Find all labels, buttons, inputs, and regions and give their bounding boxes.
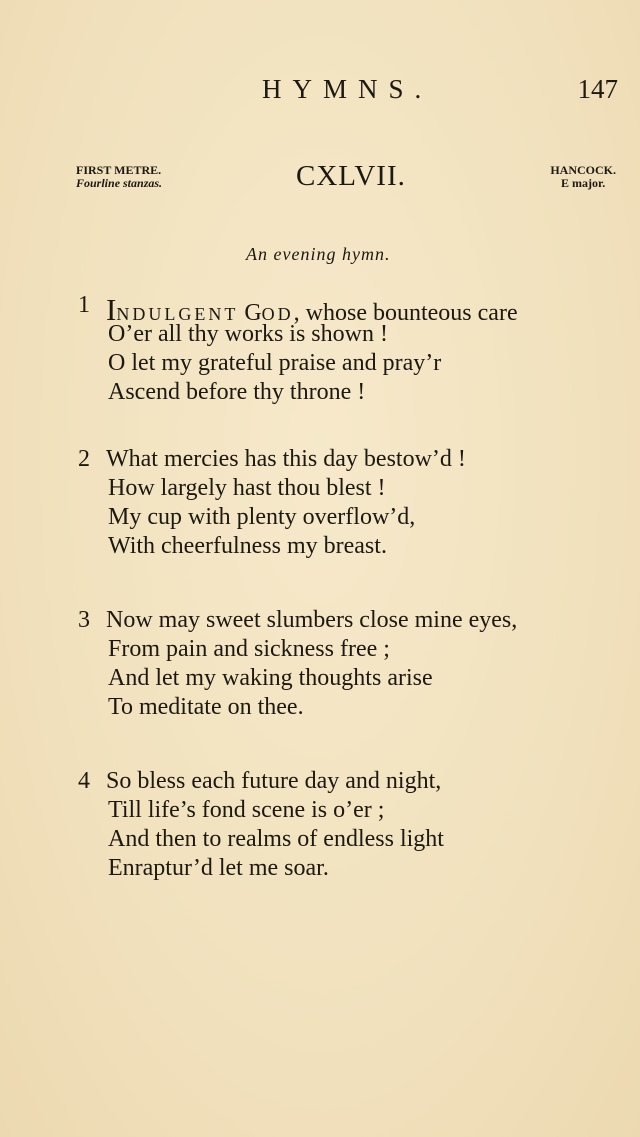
stanza-line: Enraptur’d let me soar. (108, 855, 329, 881)
meter-label (76, 164, 162, 190)
hymn-number: CXLVII. (296, 160, 406, 192)
tune-line-2: E major. (561, 176, 606, 190)
stanza-line: How largely hast thou blest ! (108, 475, 386, 501)
stanza-line: And let my waking thoughts arise (108, 665, 433, 691)
meter-line-1: FIRST METRE. (76, 163, 162, 177)
hymn-subtitle: An evening hymn. (246, 244, 391, 264)
hymn-header (0, 160, 640, 200)
running-title: HYMNS. (262, 74, 433, 104)
tune-line-1: HANCOCK. (550, 163, 616, 177)
stanza-line: What mercies has this day bestow’d ! (106, 446, 466, 472)
small-caps-word: NDULGENT (116, 304, 239, 324)
running-head (0, 74, 640, 114)
stanza-number: 4 (78, 768, 90, 794)
stanza-line: O let my grateful praise and pray’r (108, 350, 442, 376)
stanza-line: With cheerfulness my breast. (108, 533, 387, 559)
stanza-line: From pain and sickness free ; (108, 636, 390, 662)
stanza-number: 3 (78, 607, 90, 633)
drop-cap: I (106, 292, 117, 327)
stanza-line: So bless each future day and night, (106, 768, 442, 794)
page-number: 147 (577, 74, 618, 104)
stanza-line: O’er all thy works is shown ! (108, 321, 388, 347)
stanza-line: Till life’s fond scene is o’er ; (108, 797, 385, 823)
stanza-line: Now may sweet slumbers close mine eyes, (106, 607, 518, 633)
tune-label (550, 164, 616, 190)
line-text: , whose bounteous care (293, 300, 518, 326)
stanza-line: My cup with plenty overflow’d, (108, 504, 416, 530)
stanza-number: 2 (78, 446, 90, 472)
stanza-line: Ascend before thy throne ! (108, 379, 366, 405)
stanza-number: 1 (78, 292, 90, 318)
small-caps-name: OD (261, 304, 294, 324)
stanza-line: To meditate on thee. (108, 694, 304, 720)
meter-line-2: Fourline stanzas. (76, 176, 163, 190)
stanza-line: And then to realms of endless light (108, 826, 444, 852)
name-cap: G (244, 300, 262, 326)
